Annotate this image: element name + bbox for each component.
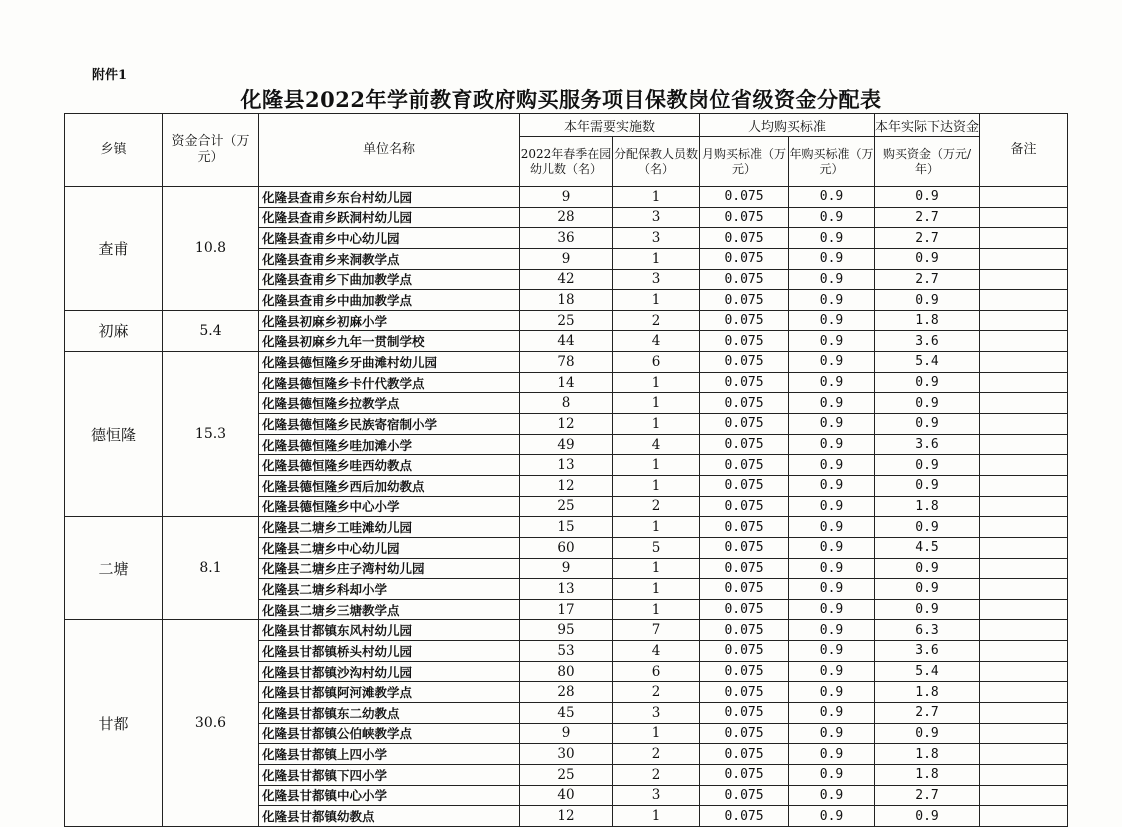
purchase-fund-cell: 5.4 [875, 661, 980, 682]
unit-name-cell: 化隆县甘都镇上四小学 [259, 744, 520, 765]
unit-name-cell: 化隆县二塘乡庄子湾村幼儿园 [259, 558, 520, 579]
remarks-cell [980, 517, 1068, 538]
fund-total-cell: 5.4 [163, 310, 259, 351]
remarks-cell [980, 248, 1068, 269]
remarks-cell [980, 764, 1068, 785]
purchase-fund-cell: 0.9 [875, 599, 980, 620]
page-title: 化隆县2022年学前教育政府购买服务项目保教岗位省级资金分配表 [240, 87, 882, 112]
purchase-fund-cell: 1.8 [875, 310, 980, 331]
unit-name-cell: 化隆县查甫乡中曲加教学点 [259, 290, 520, 311]
unit-name-cell: 化隆县初麻乡九年一贯制学校 [259, 331, 520, 352]
header-group-standard: 人均购买标准 [700, 114, 875, 137]
children-count-cell: 28 [520, 682, 613, 703]
monthly-standard-cell: 0.075 [700, 228, 789, 249]
monthly-standard-cell: 0.075 [700, 744, 789, 765]
staff-count-cell: 4 [613, 434, 700, 455]
header-yearly: 年购买标准（万元） [789, 137, 875, 187]
yearly-standard-cell: 0.9 [789, 517, 875, 538]
monthly-standard-cell: 0.075 [700, 785, 789, 806]
staff-count-cell: 5 [613, 537, 700, 558]
staff-count-cell: 1 [613, 187, 700, 208]
remarks-cell [980, 682, 1068, 703]
staff-count-cell: 1 [613, 558, 700, 579]
remarks-cell [980, 558, 1068, 579]
yearly-standard-cell: 0.9 [789, 393, 875, 414]
table-row [65, 620, 1068, 641]
purchase-fund-cell: 1.8 [875, 496, 980, 517]
remarks-cell [980, 455, 1068, 476]
staff-count-cell: 1 [613, 290, 700, 311]
staff-count-cell: 1 [613, 475, 700, 496]
staff-count-cell: 7 [613, 620, 700, 641]
unit-name-cell: 化隆县甘都镇中心小学 [259, 785, 520, 806]
monthly-standard-cell: 0.075 [700, 352, 789, 373]
unit-name-cell: 化隆县甘都镇幼教点 [259, 806, 520, 827]
town-cell: 查甫 [65, 187, 163, 311]
yearly-standard-cell: 0.9 [789, 579, 875, 600]
children-count-cell: 45 [520, 703, 613, 724]
children-count-cell: 42 [520, 269, 613, 290]
yearly-standard-cell: 0.9 [789, 187, 875, 208]
remarks-cell [980, 310, 1068, 331]
monthly-standard-cell: 0.075 [700, 207, 789, 228]
children-count-cell: 44 [520, 331, 613, 352]
unit-name-cell: 化隆县二塘乡工哇滩幼儿园 [259, 517, 520, 538]
purchase-fund-cell: 1.8 [875, 682, 980, 703]
remarks-cell [980, 290, 1068, 311]
yearly-standard-cell: 0.9 [789, 806, 875, 827]
children-count-cell: 25 [520, 496, 613, 517]
children-count-cell: 25 [520, 310, 613, 331]
children-count-cell: 17 [520, 599, 613, 620]
monthly-standard-cell: 0.075 [700, 187, 789, 208]
remarks-cell [980, 475, 1068, 496]
unit-name-cell: 化隆县德恒隆乡民族寄宿制小学 [259, 414, 520, 435]
purchase-fund-cell: 1.8 [875, 764, 980, 785]
children-count-cell: 18 [520, 290, 613, 311]
unit-name-cell: 化隆县查甫乡东台村幼儿园 [259, 187, 520, 208]
remarks-cell [980, 207, 1068, 228]
purchase-fund-cell: 0.9 [875, 579, 980, 600]
monthly-standard-cell: 0.075 [700, 290, 789, 311]
purchase-fund-cell: 0.9 [875, 723, 980, 744]
town-cell: 甘都 [65, 620, 163, 826]
monthly-standard-cell: 0.075 [700, 455, 789, 476]
purchase-fund-cell: 0.9 [875, 517, 980, 538]
yearly-standard-cell: 0.9 [789, 352, 875, 373]
unit-name-cell: 化隆县二塘乡中心幼儿园 [259, 537, 520, 558]
monthly-standard-cell: 0.075 [700, 537, 789, 558]
yearly-standard-cell: 0.9 [789, 723, 875, 744]
remarks-cell [980, 806, 1068, 827]
monthly-standard-cell: 0.075 [700, 434, 789, 455]
children-count-cell: 30 [520, 744, 613, 765]
staff-count-cell: 4 [613, 331, 700, 352]
purchase-fund-cell: 0.9 [875, 455, 980, 476]
yearly-standard-cell: 0.9 [789, 661, 875, 682]
table-header [65, 114, 1068, 187]
fund-total-cell: 8.1 [163, 517, 259, 620]
yearly-standard-cell: 0.9 [789, 207, 875, 228]
unit-name-cell: 化隆县德恒隆乡西后加幼教点 [259, 475, 520, 496]
staff-count-cell: 3 [613, 207, 700, 228]
staff-count-cell: 3 [613, 228, 700, 249]
remarks-cell [980, 641, 1068, 662]
monthly-standard-cell: 0.075 [700, 599, 789, 620]
children-count-cell: 95 [520, 620, 613, 641]
monthly-standard-cell: 0.075 [700, 310, 789, 331]
yearly-standard-cell: 0.9 [789, 455, 875, 476]
monthly-standard-cell: 0.075 [700, 661, 789, 682]
children-count-cell: 78 [520, 352, 613, 373]
yearly-standard-cell: 0.9 [789, 537, 875, 558]
children-count-cell: 60 [520, 537, 613, 558]
purchase-fund-cell: 5.4 [875, 352, 980, 373]
table-row [65, 187, 1068, 208]
purchase-fund-cell: 4.5 [875, 537, 980, 558]
town-cell: 二塘 [65, 517, 163, 620]
purchase-fund-cell: 0.9 [875, 806, 980, 827]
children-count-cell: 28 [520, 207, 613, 228]
yearly-standard-cell: 0.9 [789, 414, 875, 435]
unit-name-cell: 化隆县甘都镇东二幼教点 [259, 703, 520, 724]
unit-name-cell: 化隆县德恒隆乡牙曲滩村幼儿园 [259, 352, 520, 373]
staff-count-cell: 3 [613, 785, 700, 806]
remarks-cell [980, 372, 1068, 393]
staff-count-cell: 1 [613, 517, 700, 538]
fund-total-cell: 15.3 [163, 352, 259, 517]
staff-count-cell: 2 [613, 682, 700, 703]
monthly-standard-cell: 0.075 [700, 620, 789, 641]
remarks-cell [980, 723, 1068, 744]
unit-name-cell: 化隆县甘都镇阿河滩教学点 [259, 682, 520, 703]
yearly-standard-cell: 0.9 [789, 475, 875, 496]
allocation-table-container [64, 113, 1072, 825]
staff-count-cell: 1 [613, 806, 700, 827]
monthly-standard-cell: 0.075 [700, 517, 789, 538]
unit-name-cell: 化隆县甘都镇公伯峡教学点 [259, 723, 520, 744]
purchase-fund-cell: 3.6 [875, 641, 980, 662]
staff-count-cell: 1 [613, 579, 700, 600]
remarks-cell [980, 703, 1068, 724]
remarks-cell [980, 352, 1068, 373]
unit-name-cell: 化隆县查甫乡跃洞村幼儿园 [259, 207, 520, 228]
yearly-standard-cell: 0.9 [789, 372, 875, 393]
remarks-cell [980, 331, 1068, 352]
header-monthly: 月购买标准（万元） [700, 137, 789, 187]
staff-count-cell: 2 [613, 764, 700, 785]
children-count-cell: 13 [520, 579, 613, 600]
remarks-cell [980, 785, 1068, 806]
header-purchase-fund: 购买资金（万元/年） [875, 137, 980, 187]
yearly-standard-cell: 0.9 [789, 228, 875, 249]
remarks-cell [980, 434, 1068, 455]
purchase-fund-cell: 2.7 [875, 228, 980, 249]
monthly-standard-cell: 0.075 [700, 723, 789, 744]
unit-name-cell: 化隆县初麻乡初麻小学 [259, 310, 520, 331]
yearly-standard-cell: 0.9 [789, 703, 875, 724]
purchase-fund-cell: 2.7 [875, 785, 980, 806]
remarks-cell [980, 620, 1068, 641]
town-cell: 德恒隆 [65, 352, 163, 517]
purchase-fund-cell: 0.9 [875, 475, 980, 496]
staff-count-cell: 6 [613, 661, 700, 682]
staff-count-cell: 2 [613, 310, 700, 331]
purchase-fund-cell: 3.6 [875, 434, 980, 455]
purchase-fund-cell: 2.7 [875, 207, 980, 228]
children-count-cell: 12 [520, 414, 613, 435]
children-count-cell: 53 [520, 641, 613, 662]
yearly-standard-cell: 0.9 [789, 785, 875, 806]
monthly-standard-cell: 0.075 [700, 414, 789, 435]
yearly-standard-cell: 0.9 [789, 496, 875, 517]
purchase-fund-cell: 2.7 [875, 269, 980, 290]
remarks-cell [980, 269, 1068, 290]
header-group-required: 本年需要实施数 [520, 114, 700, 137]
children-count-cell: 13 [520, 455, 613, 476]
remarks-cell [980, 661, 1068, 682]
header-town: 乡镇 [65, 114, 163, 187]
remarks-cell [980, 537, 1068, 558]
monthly-standard-cell: 0.075 [700, 393, 789, 414]
children-count-cell: 12 [520, 806, 613, 827]
monthly-standard-cell: 0.075 [700, 372, 789, 393]
staff-count-cell: 6 [613, 352, 700, 373]
unit-name-cell: 化隆县德恒隆乡卡什代教学点 [259, 372, 520, 393]
staff-count-cell: 3 [613, 703, 700, 724]
header-fund-total: 资金合计（万元） [163, 114, 259, 187]
children-count-cell: 40 [520, 785, 613, 806]
remarks-cell [980, 579, 1068, 600]
children-count-cell: 49 [520, 434, 613, 455]
yearly-standard-cell: 0.9 [789, 331, 875, 352]
unit-name-cell: 化隆县甘都镇桥头村幼儿园 [259, 641, 520, 662]
monthly-standard-cell: 0.075 [700, 806, 789, 827]
header-remarks: 备注 [980, 114, 1068, 187]
purchase-fund-cell: 0.9 [875, 372, 980, 393]
header-unit-name: 单位名称 [259, 114, 520, 187]
unit-name-cell: 化隆县查甫乡下曲加教学点 [259, 269, 520, 290]
children-count-cell: 15 [520, 517, 613, 538]
attachment-label: 附件1 [92, 68, 128, 83]
purchase-fund-cell: 1.8 [875, 744, 980, 765]
monthly-standard-cell: 0.075 [700, 682, 789, 703]
fund-total-cell: 30.6 [163, 620, 259, 826]
remarks-cell [980, 744, 1068, 765]
yearly-standard-cell: 0.9 [789, 764, 875, 785]
staff-count-cell: 4 [613, 641, 700, 662]
yearly-standard-cell: 0.9 [789, 310, 875, 331]
purchase-fund-cell: 0.9 [875, 187, 980, 208]
unit-name-cell: 化隆县查甫乡来洞教学点 [259, 248, 520, 269]
staff-count-cell: 1 [613, 455, 700, 476]
yearly-standard-cell: 0.9 [789, 599, 875, 620]
unit-name-cell: 化隆县德恒隆乡哇西幼教点 [259, 455, 520, 476]
yearly-standard-cell: 0.9 [789, 558, 875, 579]
unit-name-cell: 化隆县查甫乡中心幼儿园 [259, 228, 520, 249]
staff-count-cell: 1 [613, 248, 700, 269]
monthly-standard-cell: 0.075 [700, 558, 789, 579]
yearly-standard-cell: 0.9 [789, 290, 875, 311]
remarks-cell [980, 393, 1068, 414]
purchase-fund-cell: 0.9 [875, 558, 980, 579]
remarks-cell [980, 414, 1068, 435]
purchase-fund-cell: 2.7 [875, 703, 980, 724]
staff-count-cell: 2 [613, 744, 700, 765]
purchase-fund-cell: 0.9 [875, 290, 980, 311]
unit-name-cell: 化隆县德恒隆乡哇加滩小学 [259, 434, 520, 455]
header-children: 2022年春季在园幼儿数（名） [520, 137, 613, 187]
yearly-standard-cell: 0.9 [789, 434, 875, 455]
unit-name-cell: 化隆县甘都镇东风村幼儿园 [259, 620, 520, 641]
monthly-standard-cell: 0.075 [700, 579, 789, 600]
children-count-cell: 80 [520, 661, 613, 682]
table-row [65, 310, 1068, 331]
children-count-cell: 14 [520, 372, 613, 393]
staff-count-cell: 1 [613, 723, 700, 744]
monthly-standard-cell: 0.075 [700, 248, 789, 269]
unit-name-cell: 化隆县甘都镇下四小学 [259, 764, 520, 785]
unit-name-cell: 化隆县二塘乡科却小学 [259, 579, 520, 600]
yearly-standard-cell: 0.9 [789, 682, 875, 703]
staff-count-cell: 1 [613, 599, 700, 620]
purchase-fund-cell: 0.9 [875, 414, 980, 435]
remarks-cell [980, 187, 1068, 208]
table-row [65, 352, 1068, 373]
staff-count-cell: 3 [613, 269, 700, 290]
children-count-cell: 9 [520, 248, 613, 269]
header-staff: 分配保教人员数（名） [613, 137, 700, 187]
header-group-actual: 本年实际下达资金 [875, 114, 980, 137]
staff-count-cell: 1 [613, 414, 700, 435]
table-row [65, 517, 1068, 538]
children-count-cell: 9 [520, 723, 613, 744]
remarks-cell [980, 228, 1068, 249]
allocation-table [64, 113, 1068, 827]
monthly-standard-cell: 0.075 [700, 703, 789, 724]
purchase-fund-cell: 6.3 [875, 620, 980, 641]
staff-count-cell: 1 [613, 393, 700, 414]
monthly-standard-cell: 0.075 [700, 496, 789, 517]
monthly-standard-cell: 0.075 [700, 269, 789, 290]
unit-name-cell: 化隆县二塘乡三塘教学点 [259, 599, 520, 620]
fund-total-cell: 10.8 [163, 187, 259, 311]
remarks-cell [980, 599, 1068, 620]
monthly-standard-cell: 0.075 [700, 764, 789, 785]
children-count-cell: 25 [520, 764, 613, 785]
children-count-cell: 12 [520, 475, 613, 496]
children-count-cell: 9 [520, 187, 613, 208]
staff-count-cell: 1 [613, 372, 700, 393]
monthly-standard-cell: 0.075 [700, 331, 789, 352]
monthly-standard-cell: 0.075 [700, 475, 789, 496]
yearly-standard-cell: 0.9 [789, 248, 875, 269]
table-body [65, 187, 1068, 827]
unit-name-cell: 化隆县德恒隆乡中心小学 [259, 496, 520, 517]
purchase-fund-cell: 0.9 [875, 248, 980, 269]
yearly-standard-cell: 0.9 [789, 641, 875, 662]
yearly-standard-cell: 0.9 [789, 269, 875, 290]
yearly-standard-cell: 0.9 [789, 744, 875, 765]
town-cell: 初麻 [65, 310, 163, 351]
staff-count-cell: 2 [613, 496, 700, 517]
purchase-fund-cell: 0.9 [875, 393, 980, 414]
yearly-standard-cell: 0.9 [789, 620, 875, 641]
children-count-cell: 8 [520, 393, 613, 414]
children-count-cell: 36 [520, 228, 613, 249]
unit-name-cell: 化隆县甘都镇沙沟村幼儿园 [259, 661, 520, 682]
children-count-cell: 9 [520, 558, 613, 579]
remarks-cell [980, 496, 1068, 517]
monthly-standard-cell: 0.075 [700, 641, 789, 662]
purchase-fund-cell: 3.6 [875, 331, 980, 352]
unit-name-cell: 化隆县德恒隆乡拉教学点 [259, 393, 520, 414]
